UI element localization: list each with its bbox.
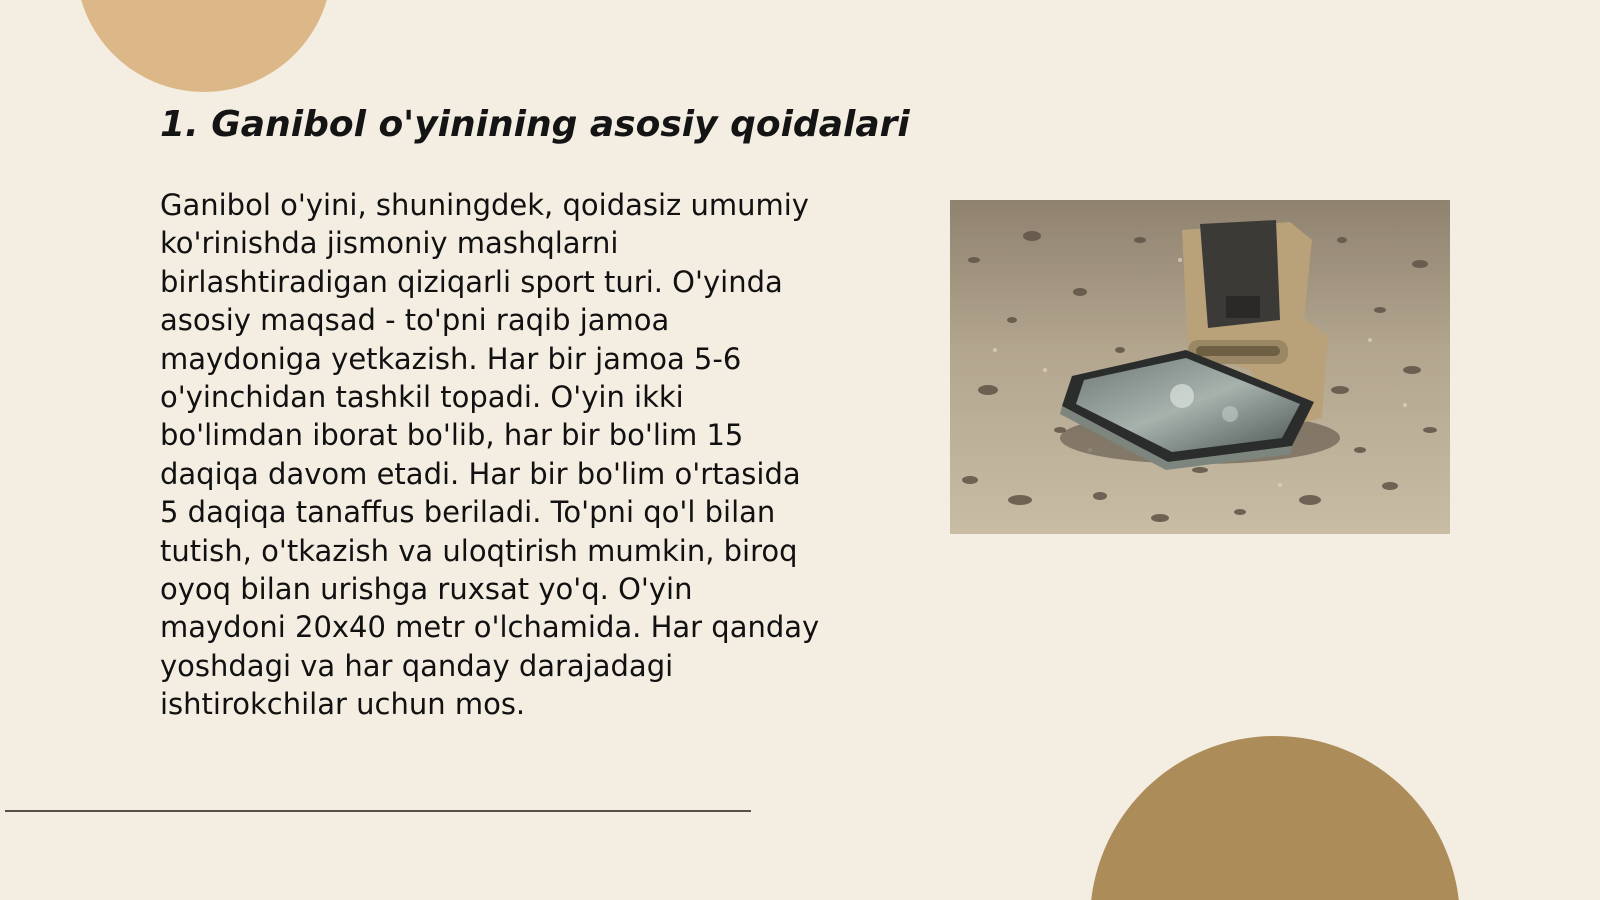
slide-body-text: Ganibol o'yini, shuningdek, qoidasiz umumiy ko'rinishda jismoniy mashqlarni birlashtiradigan qiziqarli sport turi. O'yinda asosiy maqsad - to'pni raqib jamoa maydoniga yetkazish. Har bir jamoa 5-6 o'yinchidan tashkil topadi. O'yin ikki bo'limdan iborat bo'lib, har bir bo'lim 15 daqiqa davom etadi. Har bir bo'lim o'rtasida 5 daqiqa tanaffus beriladi. To'pni qo'l bilan tutish, o'tkazish va uloqtirish mumkin, biroq oyoq bilan urishga ruxsat yo'q. O'yin maydoni 20x40 metr o'lchamida. Har qanday yoshdagi va har qanday darajadagi ishtirokchilar uchun mos. — [160, 188, 820, 722]
horizontal-divider — [5, 810, 751, 812]
rugged-phone-photo — [950, 200, 1450, 534]
decorative-circle-top — [76, 0, 332, 92]
photo-illustration — [950, 200, 1450, 534]
slide-title: 1. Ganibol o'yinining asosiy qoidalari — [160, 104, 910, 145]
decorative-circle-bottom — [1090, 736, 1460, 900]
